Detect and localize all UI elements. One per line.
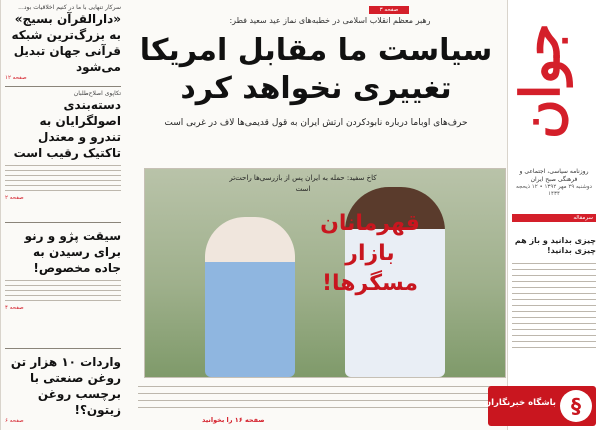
main-story <box>124 0 508 430</box>
photo-quote: قهرمانان بازار مسگرها! <box>320 211 420 296</box>
story-page: صفحه ۱۲ <box>5 75 27 81</box>
divider <box>5 86 121 87</box>
story-kicker: تکاپوی اصلاح‌طلبان <box>73 90 121 97</box>
left-story-3[interactable] <box>5 228 121 311</box>
story-kicker: سرکار تنهایی با ما در کنیم اخلاقیات بود... <box>18 4 121 11</box>
page-reference-link[interactable]: صفحه ۱۶ را بخوانید <box>202 416 265 424</box>
story-body <box>5 165 121 191</box>
story-title[interactable]: سیقت پژو و رنو برای رسیدن به جاده مخصوص! <box>24 229 121 275</box>
main-headline[interactable]: سیاست ما مقابل امریکا تغییری نخواهد کرد <box>139 33 493 106</box>
lead-photo[interactable] <box>144 168 506 378</box>
issue-date: دوشنبه ۲۹ مهر ۱۳۹۲ • ۱۲ ذیحجه ۱۴۳۴ <box>516 184 592 197</box>
subhead: حرف‌های اوباما درباره نابودکردن ارتش ایران به قول قدیمی‌ها لاف در غربی است <box>164 118 468 128</box>
watermark-text: باشگاه خبرنگاران <box>483 398 556 408</box>
watermark-badge <box>483 386 596 426</box>
tagline: روزنامه سیاسی، اجتماعی و فرهنگی صبح ایران <box>519 168 589 183</box>
story-page: صفحه ۲ <box>5 195 24 201</box>
divider <box>5 222 121 223</box>
story-title[interactable]: «دارالقرآن بسیج» به بزرگ‌ترین شبکه قرآنی جهان تبدیل می‌شود <box>11 12 121 74</box>
story-page: صفحه ۴ <box>5 305 24 311</box>
story-page: صفحه ۶ <box>5 418 24 424</box>
masthead <box>507 0 600 430</box>
spiral-logo-icon: § <box>560 390 592 422</box>
story-body <box>138 380 508 424</box>
story-body <box>5 280 121 301</box>
person-left <box>205 217 295 377</box>
left-story-2[interactable] <box>5 90 121 201</box>
left-story-1[interactable] <box>5 4 121 81</box>
editorial-label: سرمقاله <box>512 214 596 222</box>
page-badge: صفحه ۳ <box>369 6 409 14</box>
left-column <box>0 0 125 430</box>
divider <box>5 348 121 349</box>
left-story-4[interactable] <box>5 354 121 424</box>
story-title[interactable]: دسته‌بندی اصولگرایان به تندرو و معتدل تاکتیک رقیب است <box>13 98 121 160</box>
newspaper-logo: جوان <box>508 23 572 139</box>
story-title[interactable]: واردات ۱۰ هزار تن روغن صنعتی با برچسب روغن زیتون؟! <box>10 355 121 417</box>
supertitle: رهبر معظم انقلاب اسلامی در خطبه‌های نماز عید سعید فطر: <box>229 16 431 25</box>
photo-caption: کاخ سفید: حمله به ایران پس از بازرسی‌ها راحت‌تر است <box>229 174 377 193</box>
editorial-title[interactable]: چیزی بدانید و باز هم چیزی بدانید! <box>514 236 596 255</box>
